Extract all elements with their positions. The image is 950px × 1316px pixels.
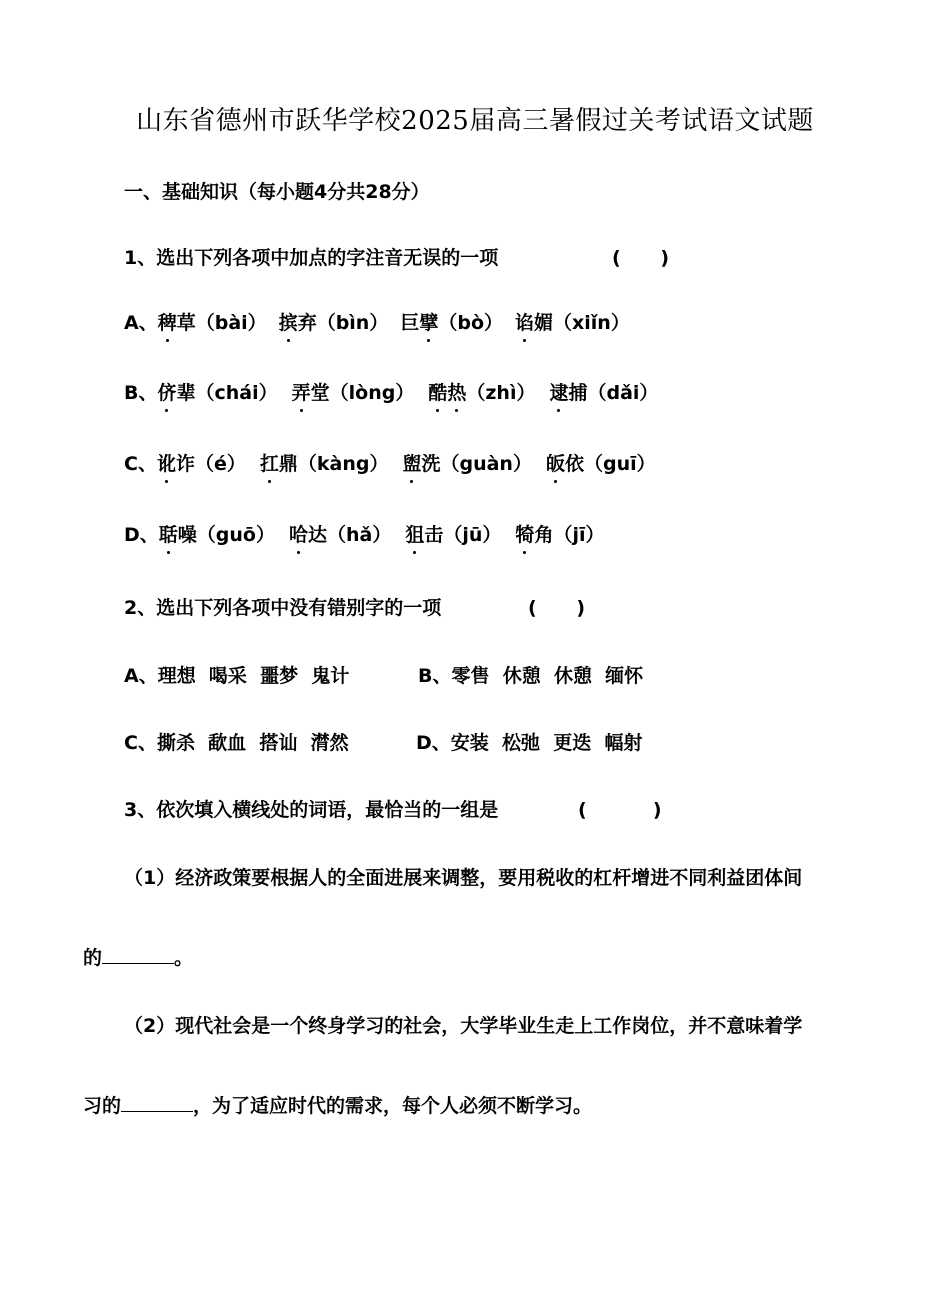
option-word [402, 450, 532, 478]
word-suffix: （zhì） [466, 382, 536, 404]
dotted-characters [289, 524, 308, 546]
option-word [515, 521, 604, 549]
word-suffix: 依（guī） [564, 453, 656, 475]
question-1-stem: 1、选出下列各项中加点的字注音无误的一项 [124, 247, 499, 269]
question-3-item-1-suffix: 。 [174, 947, 194, 969]
question-1-answer-parens: ( ) [612, 247, 670, 269]
option-word [260, 450, 389, 478]
emphasis-dot-char: 稗 [158, 309, 177, 337]
emphasis-dot-char: 逮 [549, 379, 568, 407]
word-suffix: 草（bài） [176, 312, 267, 334]
question-3-item-2-prefix: 习的 [83, 1095, 122, 1117]
question-2-option-b: B、零售 休憩 休憩 缅怀 [418, 665, 644, 687]
question-2-option-c: C、撕杀 歃血 搭讪 潸然 [124, 732, 349, 754]
question-3-item-2-suffix: ，为了适应时代的需求，每个人必须不断学习。 [193, 1095, 593, 1117]
option-word [279, 309, 389, 337]
word-suffix: 媚（xiǐn） [534, 312, 630, 334]
dotted-characters [157, 453, 176, 475]
dotted-characters [292, 382, 311, 404]
option-label: D、 [124, 524, 159, 546]
question-3-answer-parens: ( ) [578, 799, 662, 821]
dotted-characters [260, 453, 279, 475]
question-3-item-1-line-2 [83, 944, 193, 972]
word-suffix: 达（hǎ） [308, 524, 392, 546]
question-2-stem: 2、选出下列各项中没有错别字的一项 [124, 597, 442, 619]
question-3-item-1-line-1: （1）经济政策要根据人的全面进展来调整，要用税收的杠杆增进不同利益团体间 [124, 867, 803, 889]
dotted-characters [428, 382, 466, 404]
option-word [289, 521, 391, 549]
dotted-characters [419, 312, 438, 334]
dotted-characters [546, 453, 565, 475]
emphasis-dot-char: 热 [447, 379, 466, 407]
word-suffix: （bò） [438, 312, 504, 334]
question-3-item-2-line-1: （2）现代社会是一个终身学习的社会，大学毕业生走上工作岗位，并不意味着学 [124, 1015, 803, 1037]
option-label: B、 [124, 382, 158, 404]
question-3-item-2-line-2 [83, 1092, 592, 1120]
dotted-characters [157, 382, 176, 404]
option-word [546, 450, 656, 478]
word-suffix: 捕（dǎi） [568, 382, 659, 404]
option-word [158, 309, 267, 337]
question-3-stem: 3、依次填入横线处的词语，最恰当的一组是 [124, 799, 499, 821]
emphasis-dot-char: 讹 [157, 450, 176, 478]
word-suffix: 噪（guō） [177, 524, 275, 546]
emphasis-dot-char: 狙 [405, 521, 424, 549]
dotted-characters [279, 312, 298, 334]
word-suffix: 辈（chái） [176, 382, 278, 404]
question-3-item-1-prefix: 的 [83, 947, 103, 969]
option-word [549, 379, 658, 407]
option-word [400, 309, 503, 337]
fill-in-blank-1[interactable] [102, 945, 174, 964]
option-word [292, 379, 415, 407]
option-word [405, 521, 501, 549]
document-title: 山东省德州市跃华学校2025届高三暑假过关考试语文试题 [136, 106, 814, 136]
word-suffix: 弃（bìn） [297, 312, 389, 334]
question-1-option-c [124, 450, 656, 478]
option-word [428, 379, 535, 407]
emphasis-dot-char: 盥 [402, 450, 421, 478]
dotted-characters [549, 382, 568, 404]
emphasis-dot-char: 擘 [419, 309, 438, 337]
word-suffix: 角（jī） [534, 524, 605, 546]
emphasis-dot-char: 哈 [289, 521, 308, 549]
emphasis-dot-char: 扛 [260, 450, 279, 478]
emphasis-dot-char: 谄 [515, 309, 534, 337]
word-suffix: 鼎（kàng） [278, 453, 389, 475]
question-2-option-d: D、安装 松弛 更迭 幅射 [416, 732, 643, 754]
emphasis-dot-char: 聒 [159, 521, 178, 549]
option-word [515, 309, 630, 337]
dotted-characters [159, 524, 178, 546]
question-2-option-a: A、理想 喝采 噩梦 鬼计 [124, 665, 350, 687]
emphasis-dot-char: 犄 [515, 521, 534, 549]
dotted-characters [158, 312, 177, 334]
option-label: A、 [124, 312, 158, 334]
option-word [157, 379, 277, 407]
dotted-characters [405, 524, 424, 546]
dotted-characters [402, 453, 421, 475]
word-suffix: 洗（guàn） [421, 453, 532, 475]
option-word [157, 450, 246, 478]
section-heading: 一、基础知识（每小题4分共28分） [124, 181, 430, 203]
word-suffix: 诈（é） [175, 453, 246, 475]
question-2-answer-parens: ( ) [528, 597, 586, 619]
dotted-characters [515, 524, 534, 546]
dotted-characters [515, 312, 534, 334]
emphasis-dot-char: 侪 [157, 379, 176, 407]
emphasis-dot-char: 摈 [279, 309, 298, 337]
emphasis-dot-char: 弄 [292, 379, 311, 407]
emphasis-dot-char: 皈 [546, 450, 565, 478]
emphasis-dot-char: 酷 [428, 379, 447, 407]
fill-in-blank-2[interactable] [121, 1093, 193, 1112]
option-word [159, 521, 275, 549]
word-prefix: 巨 [400, 312, 420, 334]
option-label: C、 [124, 453, 157, 475]
question-1-option-b [124, 379, 658, 407]
question-1-option-a [124, 309, 630, 337]
question-1-option-d [124, 521, 604, 549]
word-suffix: 击（jū） [424, 524, 502, 546]
word-suffix: 堂（lòng） [310, 382, 415, 404]
